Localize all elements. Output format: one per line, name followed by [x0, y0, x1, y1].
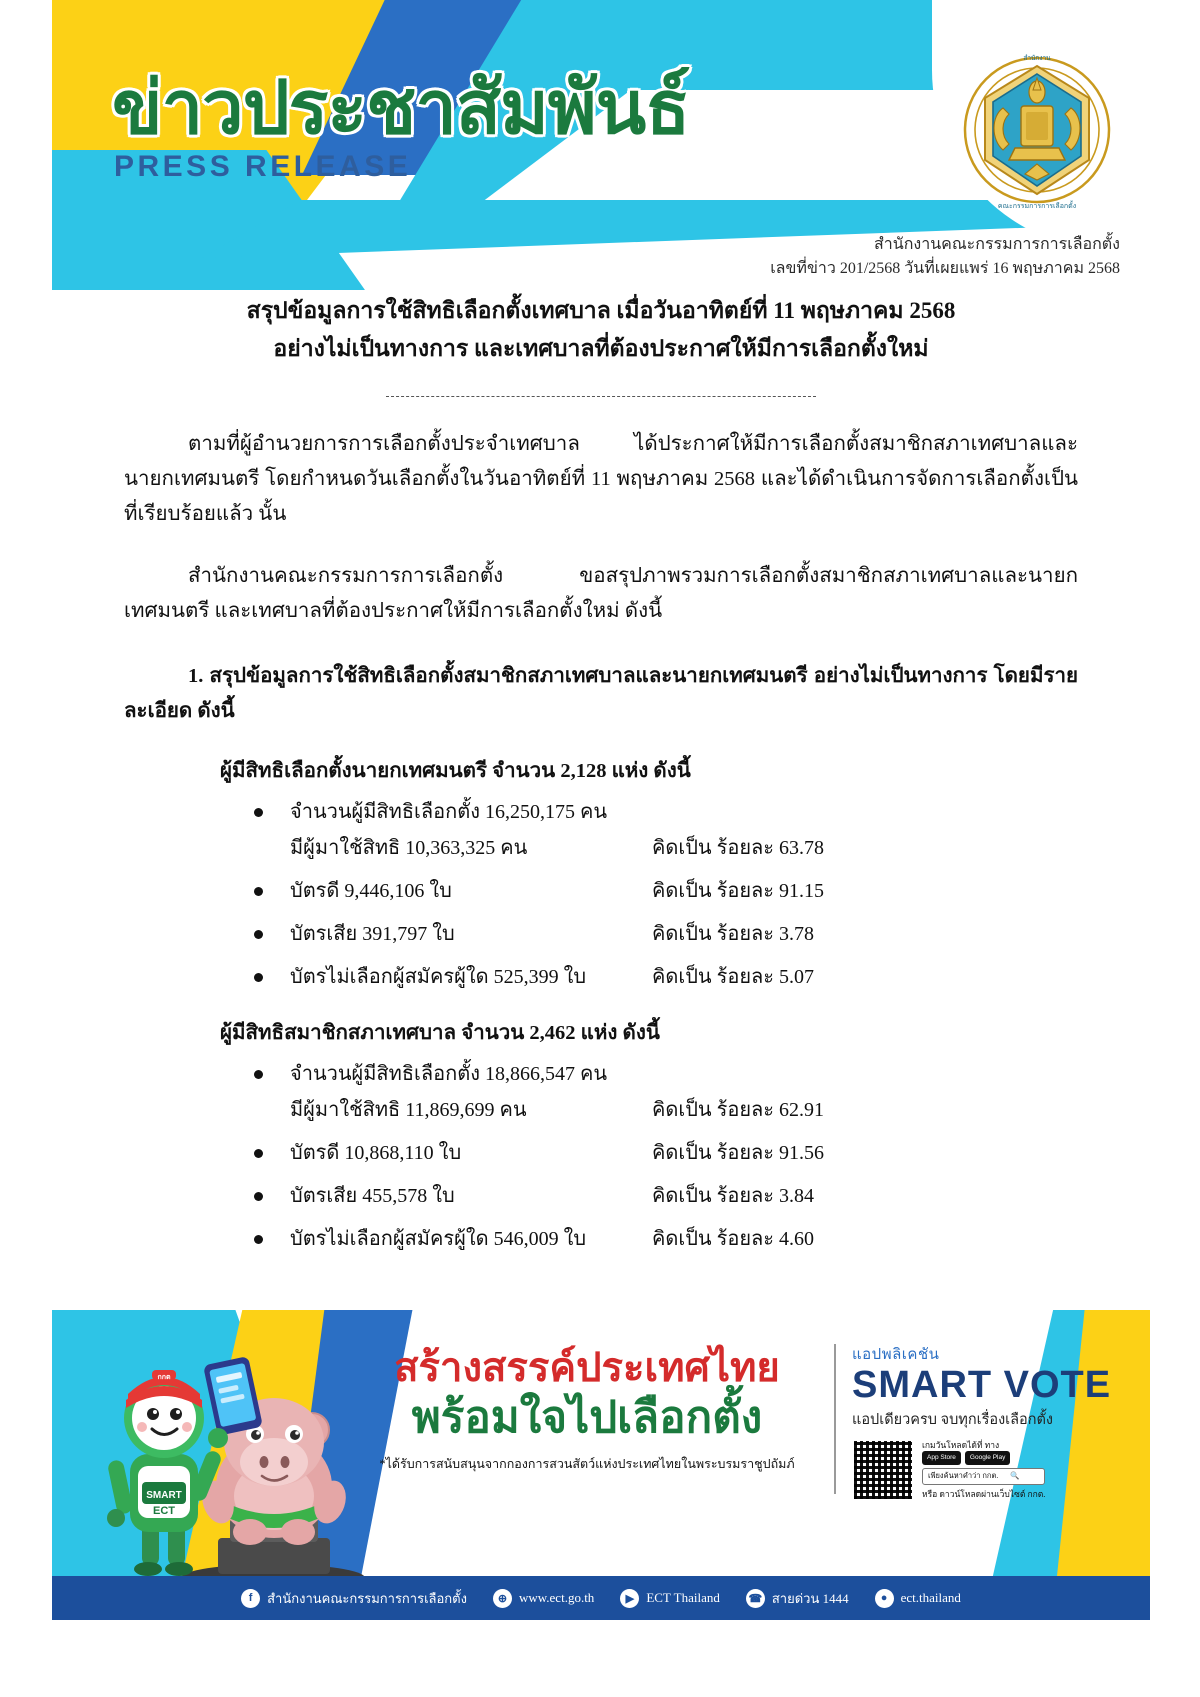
phone-icon: ☎ [746, 1589, 765, 1608]
search-hint-text: เพียงค้นหาคำว่า กกต. [928, 1470, 999, 1480]
smart-vote-block [852, 1342, 1150, 1501]
document-title [52, 292, 1150, 368]
paragraph-summary: สำนักงานคณะกรรมการการเลือกตั้ง ขอสรุปภาพรวมการเลือกตั้งสมาชิกสภาเทศบาลและนายกเทศมนตรี และเทศบาลที่ต้องประกาศให้มีการเลือกตั้งใหม่ ดังนี้ [124, 564, 1078, 622]
list-item [248, 797, 1150, 863]
header-title-thai: ข่าวประชาสัมพันธ์ [112, 66, 690, 149]
svg-text:ECT: ECT [153, 1505, 175, 1517]
app-store-android-button[interactable]: Google Play [965, 1451, 1010, 1464]
contact-website[interactable] [493, 1589, 594, 1608]
mascot-illustration [98, 1326, 388, 1594]
list-item [248, 1138, 1150, 1168]
app-download-row [852, 1439, 1150, 1501]
footer-contact-bar [52, 1576, 1150, 1620]
app-download-hints [922, 1439, 1045, 1500]
stat-percent: คิดเป็น ร้อยละ 62.91 [652, 1098, 825, 1121]
stat-label: บัตรไม่เลือกผู้สมัครผู้ใด 546,009 ใบ [290, 1227, 587, 1250]
stat-percent: คิดเป็น ร้อยละ 3.84 [652, 1184, 815, 1207]
list-item [248, 962, 1150, 992]
stat-label: จำนวนผู้มีสิทธิเลือกตั้ง 18,866,547 คน [290, 1062, 608, 1085]
stat-label: บัตรเสีย 391,797 ใบ [290, 922, 455, 945]
stat-label: บัตรเสีย 455,578 ใบ [290, 1184, 455, 1207]
contact-label: ect.thailand [900, 1590, 961, 1605]
document-title-line2: อย่างไม่เป็นทางการ และเทศบาลที่ต้องประกาศให้มีการเลือกตั้งใหม่ [273, 335, 929, 361]
title-divider [386, 396, 816, 397]
qr-hint-line3: หรือ ดาวน์โหลดผ่านเว็บไซต์ กกต. [922, 1488, 1046, 1499]
document-sheet [52, 0, 1150, 1620]
stat-percent: คิดเป็น ร้อยละ 3.78 [652, 922, 815, 945]
svg-text:คณะกรรมการการเลือกตั้ง: คณะกรรมการการเลือกตั้ง [997, 203, 1077, 210]
stat-sublabel: มีผู้มาใช้สิทธิ 11,869,699 คน [290, 1098, 527, 1121]
app-tagline: แอปเดียวครบ จบทุกเรื่องเลือกตั้ง [852, 1411, 1053, 1428]
stat-sublabel: มีผู้มาใช้สิทธิ 10,363,325 คน [290, 836, 528, 859]
council-statistics-list [248, 1059, 1150, 1254]
stat-percent: คิดเป็น ร้อยละ 4.60 [652, 1227, 815, 1250]
stat-label: จำนวนผู้มีสิทธิเลือกตั้ง 16,250,175 คน [290, 800, 608, 823]
contact-youtube[interactable] [620, 1589, 720, 1608]
mayor-statistics-list [248, 797, 1150, 992]
footer-slogan [372, 1346, 802, 1474]
list-item [248, 876, 1150, 906]
facebook-icon: f [241, 1589, 260, 1608]
svg-text:กกต: กกต [157, 1374, 171, 1381]
stat-percent: คิดเป็น ร้อยละ 5.07 [652, 965, 815, 988]
paragraph-intro: ตามที่ผู้อำนวยการการเลือกตั้งประจำเทศบาล ได้ประกาศให้มีการเลือกตั้งสมาชิกสภาเทศบาลและนายกเทศมนตรี โดยกำหนดวันเลือกตั้งในวันอาทิตย์ที่ 11 พฤษภาคม 2568 และได้ดำเนินการจัดการเลือกตั้งเป็นที่เรียบร้อยแล้ว นั้น [124, 432, 1078, 526]
footer-banner [52, 1310, 1150, 1620]
stat-label: บัตรไม่เลือกผู้สมัครผู้ใด 525,399 ใบ [290, 965, 587, 988]
app-label: แอปพลิเคชัน [852, 1347, 940, 1363]
stat-percent: คิดเป็น ร้อยละ 91.56 [652, 1141, 825, 1164]
section-1-heading: 1. สรุปข้อมูลการใช้สิทธิเลือกตั้งสมาชิกสภาเทศบาลและนายกเทศมนตรี อย่างไม่เป็นทางการ โดยมีรายละเอียด ดังนี้ [124, 665, 1078, 723]
app-store-buttons [922, 1451, 1045, 1464]
stat-percent: คิดเป็น ร้อยละ 91.15 [652, 879, 825, 902]
app-store-ios-button[interactable]: App Store [922, 1451, 961, 1464]
qr-code-icon[interactable] [852, 1439, 914, 1501]
mayor-section-heading: ผู้มีสิทธิเลือกตั้งนายกเทศมนตรี จำนวน 2,128 แห่ง ดังนี้ [220, 759, 691, 782]
slogan-line2: พร้อมใจไปเลือกตั้ง [411, 1392, 763, 1442]
list-item [248, 1059, 1150, 1125]
contact-line[interactable] [875, 1589, 961, 1608]
svg-text:สำนักงาน: สำนักงาน [1023, 55, 1051, 62]
council-section-heading: ผู้มีสิทธิสมาชิกสภาเทศบาล จำนวน 2,462 แห่ง ดังนี้ [220, 1021, 660, 1044]
header-release-meta: เลขที่ข่าว 201/2568 วันที่เผยแพร่ 16 พฤษภาคม 2568 [770, 260, 1120, 277]
contact-label: สำนักงานคณะกรรมการการเลือกตั้ง [267, 1590, 467, 1606]
contact-facebook[interactable] [241, 1588, 467, 1609]
contact-label: สายด่วน 1444 [771, 1590, 849, 1606]
list-item [248, 1181, 1150, 1211]
youtube-icon: ▶ [620, 1589, 639, 1608]
app-name: SMART VOTE [852, 1364, 1112, 1406]
slogan-line1: สร้างสรรค์ประเทศไทย [394, 1346, 780, 1390]
contact-label: ECT Thailand [646, 1590, 720, 1605]
document-body [52, 292, 1150, 1267]
slogan-note: *ได้รับการสนับสนุนจากกองการสวนสัตว์แห่งประเทศไทยในพระบรมราชูปถัมภ์ [379, 1457, 795, 1472]
list-item [248, 919, 1150, 949]
app-search-field[interactable] [922, 1468, 1045, 1485]
contact-phone[interactable] [746, 1588, 849, 1609]
header-banner [52, 0, 1150, 290]
qr-hint-line1: เกมวันโหลดได้ที่ ทาง [922, 1439, 1000, 1450]
mascot-badge-label: SMART [146, 1490, 182, 1501]
header-title-english: PRESS RELEASE [114, 150, 412, 183]
footer-vertical-divider [834, 1344, 836, 1494]
document-title-line1: สรุปข้อมูลการใช้สิทธิเลือกตั้งเทศบาล เมื่อวันอาทิตย์ที่ 11 พฤษภาคม 2568 [246, 298, 956, 323]
contact-label: www.ect.go.th [518, 1590, 595, 1605]
stat-label: บัตรดี 10,868,110 ใบ [290, 1141, 462, 1164]
globe-icon: ⊕ [493, 1589, 512, 1608]
header-organization-line: สำนักงานคณะกรรมการการเลือกตั้ง [874, 236, 1120, 253]
search-icon: 🔍 [1010, 1470, 1020, 1480]
stat-percent: คิดเป็น ร้อยละ 63.78 [652, 836, 825, 859]
list-item [248, 1224, 1150, 1254]
line-icon: ● [875, 1589, 894, 1608]
ect-emblem-icon [957, 48, 1117, 213]
stat-label: บัตรดี 9,446,106 ใบ [290, 879, 452, 902]
